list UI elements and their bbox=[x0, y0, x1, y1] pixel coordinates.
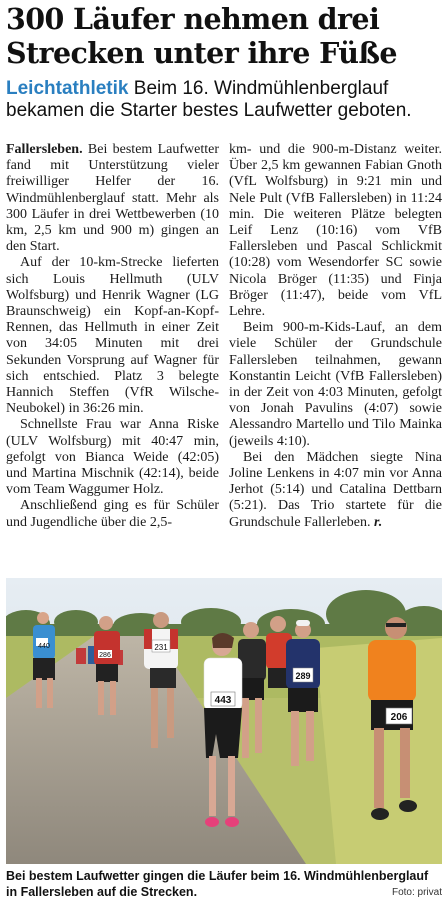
article-column-left bbox=[6, 142, 219, 531]
paragraph-4: Anschließend ging es für Schüler und Jugendliche über die 2,5- bbox=[6, 498, 219, 530]
deck bbox=[6, 78, 442, 122]
bib-440: 440 bbox=[38, 643, 50, 650]
race-photo bbox=[6, 578, 442, 864]
headline bbox=[6, 2, 442, 70]
dateline: Fallersleben. bbox=[6, 142, 83, 157]
deck-text-2: bekamen die Starter bestes Laufwetter geboten. bbox=[6, 100, 412, 121]
paragraph-5: km- und die 900-m-Distanz weiter. Über 2,5 km gewannen Fabian Gnoth (VfL Wolfsburg) in 9:21 min und Nele Pult (VfB Fallersleben) in 11:24 min. Die weiteren Plätze belegten Leif Lenz (10:16) vom VfB Fallersleben und Pascal Schlickmit (10:28) vom Wesendorfer SC sowie Nicola Bröger (11:35) und Finja Bröger (11:47), beide vom VfL Lehre. bbox=[229, 142, 442, 320]
bib-286: 286 bbox=[99, 652, 111, 659]
headline-line-1: 300 Läufer nehmen drei bbox=[6, 2, 380, 36]
bib-206: 206 bbox=[390, 712, 408, 723]
race-photo-illustration bbox=[6, 578, 442, 864]
paragraph-7-text: Bei den Mädchen siegte Nina Joline Lenkens in 4:07 min vor Anna Jerhot (5:14) und Catalina Dettbarn (5:21). Das Trio startete für die Grundschule Fallerleben. bbox=[229, 449, 442, 530]
paragraph-7 bbox=[229, 450, 442, 531]
paragraph-2: Auf der 10-km-Strecke lieferten sich Louis Hellmuth (ULV Wolfsburg) und Henrik Wagner (LG Braunschweig) ein Kopf-an-Kopf-Rennen, das Hellmuth in einer Zeit von 34:05 Minuten mit drei Sekunden Vorsprung auf Wagner für sich entschied. Platz 3 belegte Hannich Steffen (VfR Wilsche-Neubokel) in 36:26 min. bbox=[6, 255, 219, 417]
paragraph-6: Beim 900-m-Kids-Lauf, an dem viele Schüler der Grundschule Fallersleben teilnahmen, gewann Konstantin Leicht (VfB Fallersleben) in der Zeit von 4:03 Minuten, gefolgt von Jonah Pavulins (4:07) sowie Alessandro Martello und Tilo Mainka (jeweils 4:10). bbox=[229, 320, 442, 449]
bib-443: 443 bbox=[214, 695, 232, 706]
photo-caption: Bei bestem Laufwetter gingen die Läufer beim 16. Windmühlenberglauf in Fallersleben auf die Strecken. bbox=[6, 869, 429, 899]
paragraph-1 bbox=[6, 142, 219, 255]
author-initial: r. bbox=[374, 514, 383, 530]
paragraph-3: Schnellste Frau war Anna Riske (ULV Wolfsburg) mit 40:47 min, gefolgt von Bianca Weide (42:05) und Martina Mischnik (42:14), beide vom Team Waggumer Holz. bbox=[6, 417, 219, 498]
bib-231: 231 bbox=[154, 643, 168, 652]
article-column-right bbox=[229, 142, 442, 531]
kicker: Leichtathletik bbox=[6, 78, 129, 99]
deck-text-1: Beim 16. Windmühlenberglauf bbox=[133, 78, 389, 99]
bib-289: 289 bbox=[295, 671, 311, 681]
photo-credit: Foto: privat bbox=[391, 887, 442, 898]
headline-line-2: Strecken unter ihre Füße bbox=[6, 36, 397, 70]
paragraph-1-text: Bei bestem Laufwetter fand mit Unterstützung vieler freiwilliger Helfer der 16. Windmühlenberglauf statt. Mehr als 300 Läufer in drei Wettbewerben (10 km, 2,5 km und 900 m) gingen an den Start. bbox=[6, 142, 219, 255]
